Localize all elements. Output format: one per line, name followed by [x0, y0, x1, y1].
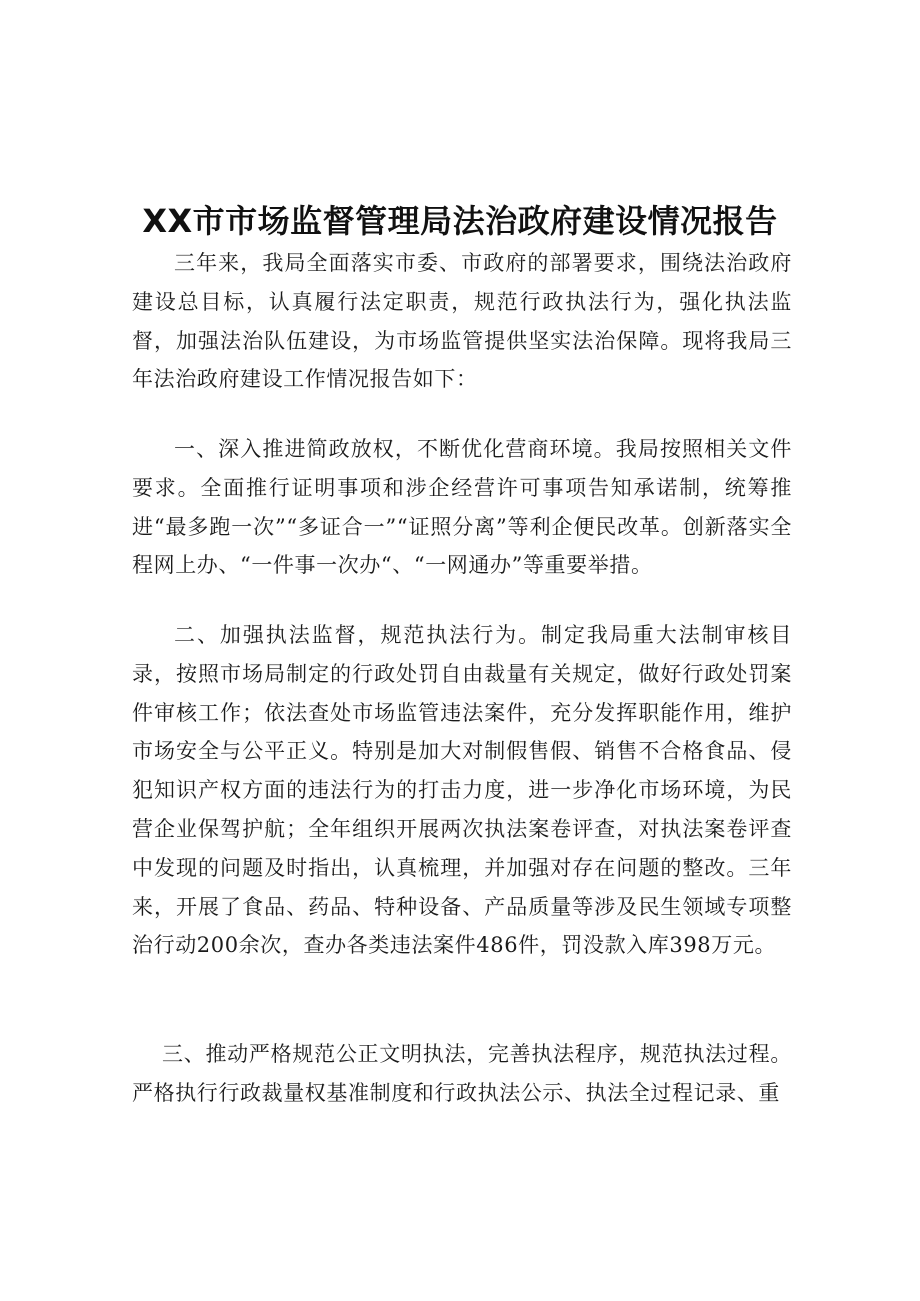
paragraph-section-one: 一、深入推进简政放权，不断优化营商环境。我局按照相关文件要求。全面推行证明事项和涉企经营许可事项告知承诺制，统筹推进“最多跑一次”“多证合一”“证照分离”等利企便民改革。创新落实全程网上办、“一件事一次办“、“一网通办”等重要举措。 — [132, 437, 792, 578]
paragraph-section-two: 二、加强执法监督，规范执法行为。制定我局重大法制审核目录，按照市场局制定的行政处罚自由裁量有关规定，做好行政处罚案件审核工作；依法查处市场监管违法案件，充分发挥职能作用，维护市场安全与公平正义。特别是加大对制假售假、销售不合格食品、侵犯知识产权方面的违法行为的打击力度，进一步净化市场环境，为民营企业保驾护航；全年组织开展两次执法案卷评查，对执法案卷评查中发现的问题及时指出，认真梳理，并加强对存在问题的整改。三年来，开展了食品、药品、特种设备、产品质量等涉及民生领域专项整治行动200余次，查办各类违法案件486件，罚没款入库398万元。 — [132, 623, 792, 958]
document-title: XX市市场监督管理局法治政府建设情况报告 — [142, 202, 778, 241]
paragraph-introduction: 三年来，我局全面落实市委、市政府的部署要求，围绕法治政府建设总目标，认真履行法定职责，规范行政执法行为，强化执法监督，加强法治队伍建设，为市场监管提供坚实法治保障。现将我局三年法治政府建设工作情况报告如下： — [132, 251, 792, 392]
paragraph-section-three: 三、推动严格规范公正文明执法，完善执法程序，规范执法过程。严格执行行政裁量权基准制度和行政执法公示、执法全过程记录、重 — [132, 1042, 792, 1105]
